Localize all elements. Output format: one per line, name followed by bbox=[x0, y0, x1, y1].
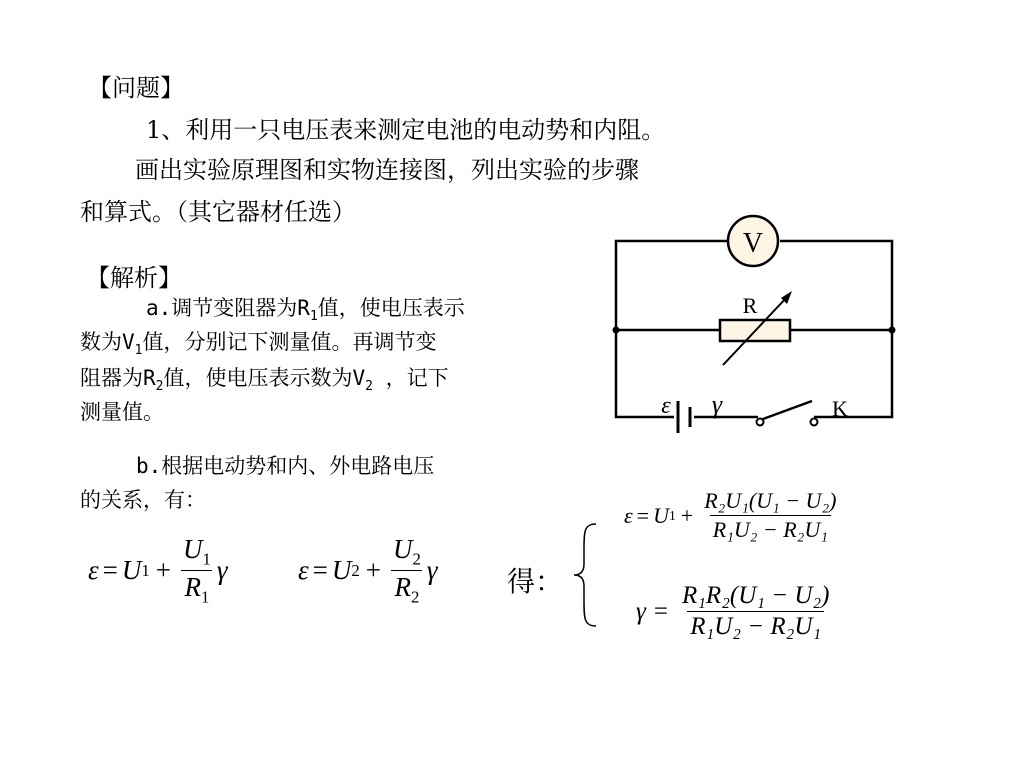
therefore-label: 得： bbox=[507, 565, 564, 598]
gamma-label: γ bbox=[711, 390, 723, 419]
analysis-b-line-2: 的关系，有： bbox=[80, 488, 206, 512]
voltmeter-label: V bbox=[742, 228, 764, 259]
analysis-b-line-1: b.根据电动势和内、外电路电压 bbox=[136, 454, 435, 478]
switch-lever bbox=[763, 401, 812, 419]
analysis-a-line-2: 数为$V_1$值，分别记下测量值。再调节变 bbox=[80, 330, 437, 359]
analysis-heading: 【解析】 bbox=[86, 264, 182, 292]
analysis-a-line-3: 阻器为$R_2$值，使电压表示数为$V_2$ ，记下 bbox=[80, 366, 449, 395]
question-line-2: 画出实验原理图和实物连接图，列出实验的步骤 bbox=[135, 156, 639, 184]
emf-label: ε bbox=[661, 393, 671, 419]
junction-right bbox=[889, 327, 896, 334]
junction-left bbox=[613, 327, 620, 334]
equation-2: ε = U 2 + $\frac{U_2}{R_2}$ γ bbox=[298, 534, 438, 607]
result-emf: ε = U 1 + $\frac{\text{R₂U₁(U₁ − U₂)}}{\text{R₁U₂ − R₂U₁}}$ bbox=[624, 488, 837, 542]
switch-contact-right bbox=[811, 419, 818, 426]
question-line-1: 1、利用一只电压表来测定电池的电动势和内阻。 bbox=[146, 116, 666, 144]
rheostat-label: R bbox=[742, 293, 758, 318]
result-gamma: γ = $\frac{\text{R₁R₂(U₁ − U₂)}}{\text{R₁U₂ − R₂U₁}}$ bbox=[636, 582, 830, 640]
left-brace bbox=[570, 520, 600, 630]
equation-1: ε = U 1 + $\frac{U_1}{R_1}$ γ bbox=[88, 534, 228, 607]
switch-contact-left bbox=[757, 419, 764, 426]
analysis-a-line-4: 测量值。 bbox=[80, 400, 164, 424]
analysis-a-line-1: a.调节变阻器为$R_1$值，使电压表示 bbox=[146, 296, 465, 325]
switch-label: K bbox=[832, 396, 848, 421]
question-heading: 【问题】 bbox=[88, 74, 184, 102]
circuit-diagram bbox=[600, 205, 910, 450]
question-line-3: 和算式。（其它器材任选） bbox=[80, 198, 356, 226]
